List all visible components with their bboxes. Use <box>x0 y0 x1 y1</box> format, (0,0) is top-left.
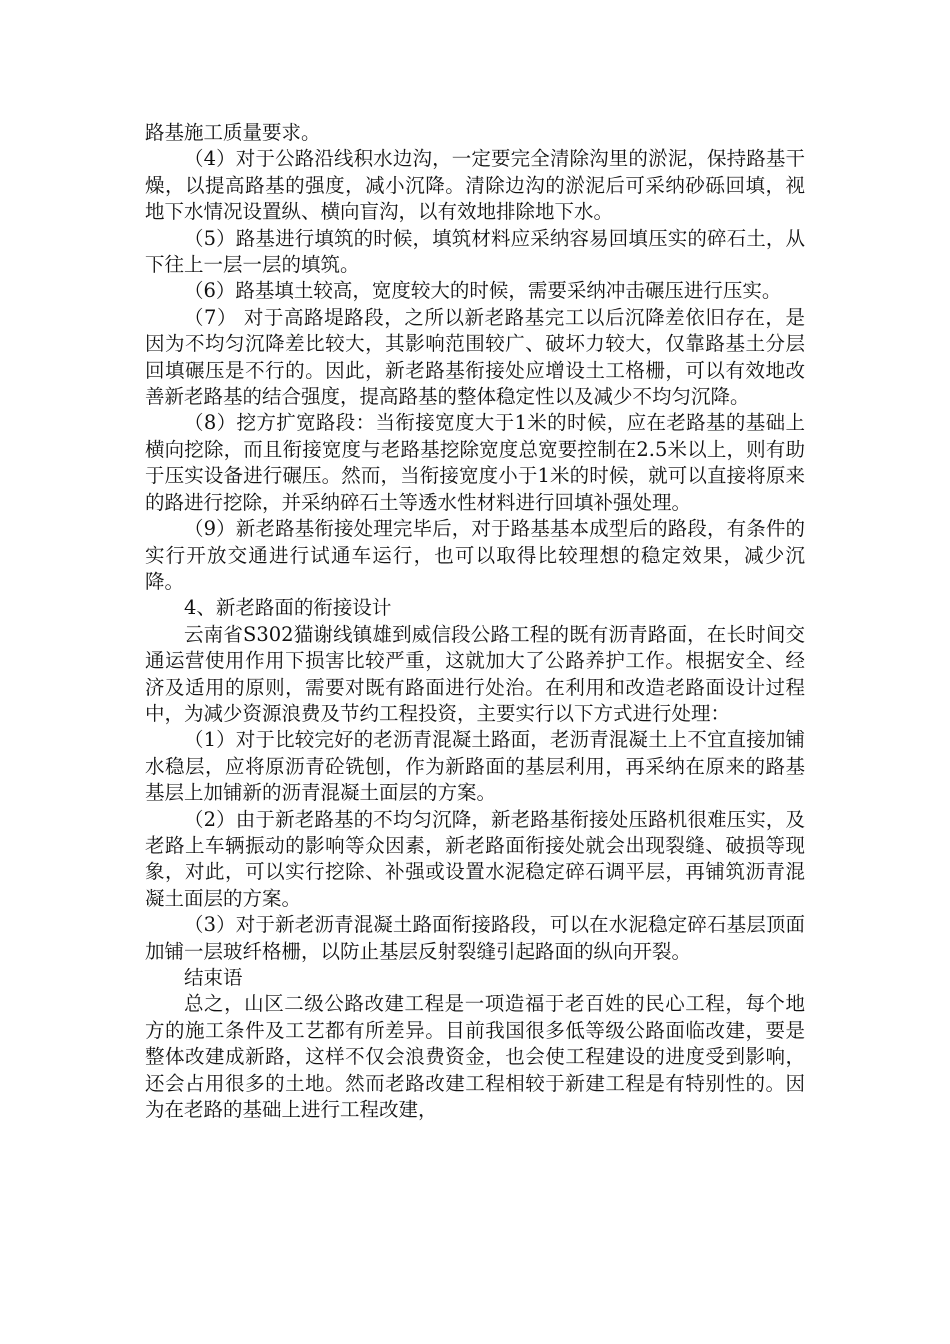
paragraph-item-9: （9）新老路基衔接处理完毕后，对于路基基本成型后的路段，有条件的实行开放交通进行试通车运行，也可以取得比较理想的稳定效果，减少沉降。 <box>145 517 805 593</box>
paragraph-item-5: （5）路基进行填筑的时候，填筑材料应采纳容易回填压实的碎石土，从下往上一层一层的填筑。 <box>145 226 805 277</box>
paragraph-pavement-item-2: （2）由于新老路基的不均匀沉降，新老路基衔接处压路机很难压实，及老路上车辆振动的影响等众因素，新老路面衔接处就会出现裂缝、破损等现象，对此，可以实行挖除、补强或设置水泥稳定碎石调平层，再铺筑沥青混凝土面层的方案。 <box>145 807 805 910</box>
paragraph-pavement-item-3: （3）对于新老沥青混凝土路面衔接路段，可以在水泥稳定碎石基层顶面加铺一层玻纤格栅，以防止基层反射裂缝引起路面的纵向开裂。 <box>145 913 805 963</box>
paragraph-conclusion: 总之，山区二级公路改建工程是一项造福于老百姓的民心工程，每个地方的施工条件及工艺都有所差异。目前我国很多低等级公路面临改建，要是整体改建成新路，这样不仅会浪费资金，也会使工程建设的进度受到影响，还会占用很多的土地。然而老路改建工程相较于新建工程是有特别性的。因为在老路的基础上进行工程改建， <box>145 992 805 1122</box>
paragraph-pavement-item-1: （1）对于比较完好的老沥青混凝土路面，老沥青混凝土上不宜直接加铺水稳层，应将原沥青砼铣刨，作为新路面的基层利用，再采纳在原来的路基基层上加铺新的沥青混凝土面层的方案。 <box>145 728 805 805</box>
paragraph-pavement-intro: 云南省S302猫谢线镇雄到威信段公路工程的既有沥青路面，在长时间交通运营使用作用下损害比较严重，这就加大了公路养护工作。根据安全、经济及适用的原则，需要对既有路面进行处治。在利用和改造老路面设计过程中，为减少资源浪费及节约工程投资，主要实行以下方式进行处理： <box>145 622 805 725</box>
paragraph-item-8: （8）挖方扩宽路段：当衔接宽度大于1米的时候，应在老路基的基础上横向挖除，而且衔接宽度与老路基挖除宽度总宽要控制在2.5米以上，则有助于压实设备进行碾压。然而，当衔接宽度小于1米的时候，就可以直接将原来的路进行挖除，并采纳碎石土等透水性材料进行回填补强处理。 <box>145 411 805 514</box>
paragraph-item-7: （7） 对于高路堤路段，之所以新老路基完工以后沉降差依旧存在，是因为不均匀沉降差比较大，其影响范围较广、破坏力较大，仅靠路基土分层回填碾压是不行的。因此，新老路基衔接处应增设土工格栅，可以有效地改善新老路基的结合强度，提高路基的整体稳定性以及减少不均匀沉降。 <box>145 305 805 409</box>
paragraph-item-4: （4）对于公路沿线积水边沟，一定要完全清除沟里的淤泥，保持路基干燥，以提高路基的强度，减小沉降。清除边沟的淤泥后可采纳砂砾回填，视地下水情况设置纵、横向盲沟，以有效地排除地下水。 <box>145 147 805 224</box>
paragraph-continuation: 路基施工质量要求。 <box>145 121 321 144</box>
paragraph-item-6: （6）路基填土较高，宽度较大的时候，需要采纳冲击碾压进行压实。 <box>184 279 782 303</box>
document-body <box>145 120 805 1123</box>
section-heading-pavement: 4、新老路面的衔接设计 <box>184 596 392 620</box>
section-heading-conclusion: 结束语 <box>184 966 243 989</box>
